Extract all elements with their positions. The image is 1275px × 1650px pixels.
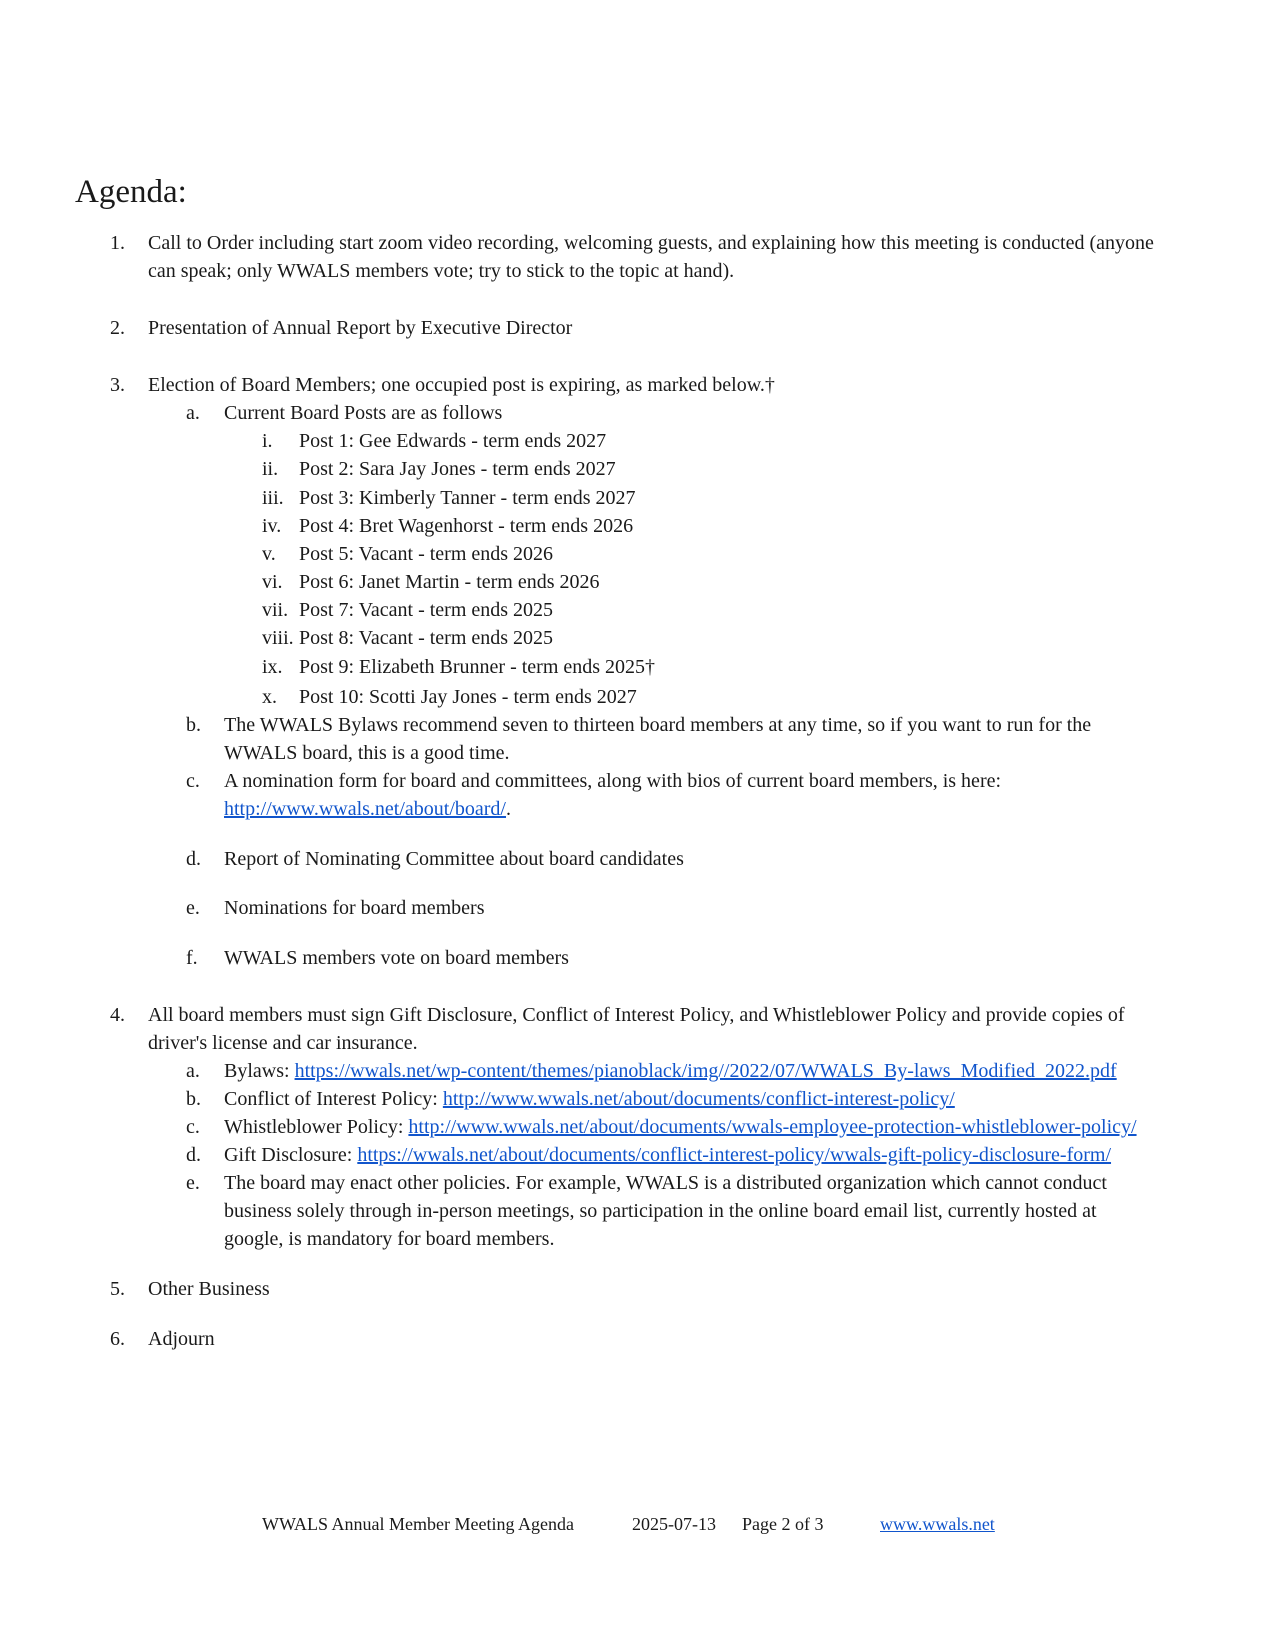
board-post-text: Post 8: Vacant - term ends 2025	[299, 627, 554, 649]
conflict-interest-link[interactable]: http://www.wwals.net/about/documents/conflict-interest-policy/	[442, 1088, 955, 1110]
bylaws-link[interactable]: https://wwals.net/wp-content/themes/pianoblack/img//2022/07/WWALS_By-laws_Modified_2022.pdf	[294, 1060, 1117, 1082]
list-marker: 5.	[110, 1278, 125, 1300]
list-marker: vii.	[262, 599, 289, 621]
list-marker: e.	[186, 1172, 200, 1194]
policy-label: Bylaws:	[224, 1060, 295, 1082]
whistleblower-link[interactable]: http://www.wwals.net/about/documents/wwals-employee-protection-whistleblower-policy/	[408, 1116, 1137, 1138]
policy-label: Whistleblower Policy:	[224, 1116, 409, 1138]
footer-page-number: Page 2 of 3	[742, 1514, 824, 1534]
board-post-text: Post 2: Sara Jay Jones - term ends 2027	[299, 458, 616, 480]
sub-item-text: WWALS members vote on board members	[224, 947, 569, 969]
list-marker: v.	[262, 543, 276, 565]
list-marker: c.	[186, 770, 200, 792]
board-post-text: Post 10: Scotti Jay Jones - term ends 2027	[299, 686, 637, 708]
policy-text-line: The board may enact other policies. For example, WWALS is a distributed organization which cannot conduct	[224, 1172, 1107, 1194]
board-post-text: Post 6: Janet Martin - term ends 2026	[299, 571, 600, 593]
list-marker: viii.	[262, 627, 294, 649]
agenda-text-line: Call to Order including start zoom video recording, welcoming guests, and explaining how this meeting is conducted (anyone	[148, 232, 1154, 254]
list-marker: d.	[186, 1144, 201, 1166]
sub-item-text-line: The WWALS Bylaws recommend seven to thirteen board members at any time, so if you want to run for the	[224, 714, 1092, 736]
list-marker: a.	[186, 402, 200, 424]
footer-website	[880, 1512, 995, 1536]
page-title: Agenda:	[75, 174, 187, 210]
footer-title: WWALS Annual Member Meeting Agenda	[262, 1514, 574, 1534]
agenda-text-line: Election of Board Members; one occupied post is expiring, as marked below.†	[148, 374, 775, 396]
board-post-text: Post 9: Elizabeth Brunner - term ends 2025†	[299, 656, 656, 678]
board-post-text: Post 1: Gee Edwards - term ends 2027	[299, 430, 607, 452]
agenda-text-line: Other Business	[148, 1278, 270, 1300]
list-marker: 4.	[110, 1004, 125, 1026]
list-marker: iv.	[262, 515, 282, 537]
agenda-text-line: driver's license and car insurance.	[148, 1032, 418, 1054]
sub-item-text: Current Board Posts are as follows	[224, 402, 503, 424]
policy-label: Gift Disclosure:	[224, 1144, 358, 1166]
policy-line	[224, 1141, 1111, 1169]
agenda-text-line: Adjourn	[148, 1328, 215, 1350]
list-marker: 6.	[110, 1328, 125, 1350]
footer-date: 2025-07-13	[632, 1514, 716, 1534]
footer-website-link[interactable]: www.wwals.net	[880, 1514, 995, 1534]
list-marker: b.	[186, 714, 201, 736]
sub-item-text: Report of Nominating Committee about board candidates	[224, 848, 684, 870]
list-marker: a.	[186, 1060, 200, 1082]
policy-text-line: business solely through in-person meetings, so participation in the online board email list, currently hosted at	[224, 1200, 1097, 1222]
list-marker: d.	[186, 848, 201, 870]
sub-item-text-line: A nomination form for board and committees, along with bios of current board members, is here:	[224, 770, 1002, 792]
agenda-text-line: can speak; only WWALS members vote; try to stick to the topic at hand).	[148, 260, 735, 282]
list-marker: 1.	[110, 232, 125, 254]
board-page-link[interactable]: http://www.wwals.net/about/board/	[224, 798, 506, 820]
board-post-text: Post 7: Vacant - term ends 2025	[299, 599, 554, 621]
list-marker: i.	[262, 430, 273, 452]
list-marker: 2.	[110, 317, 125, 339]
gift-disclosure-link[interactable]: https://wwals.net/about/documents/conflict-interest-policy/wwals-gift-policy-disclosure-form/	[357, 1144, 1112, 1166]
list-marker: iii.	[262, 487, 284, 509]
board-post-text: Post 5: Vacant - term ends 2026	[299, 543, 554, 565]
list-marker: e.	[186, 897, 200, 919]
board-post-text: Post 3: Kimberly Tanner - term ends 2027	[299, 487, 636, 509]
list-marker: x.	[262, 686, 277, 708]
sub-item-text-line: WWALS board, this is a good time.	[224, 742, 510, 764]
list-marker: b.	[186, 1088, 201, 1110]
board-post-text: Post 4: Bret Wagenhorst - term ends 2026	[299, 515, 634, 537]
agenda-text-line: All board members must sign Gift Disclosure, Conflict of Interest Policy, and Whistleblower Policy and provide copies of	[148, 1004, 1125, 1026]
policy-line	[224, 1113, 1137, 1141]
list-marker: ii.	[262, 458, 279, 480]
list-marker: 3.	[110, 374, 125, 396]
sub-item-link-line	[224, 795, 511, 823]
policy-label: Conflict of Interest Policy:	[224, 1088, 443, 1110]
trailing-period: .	[506, 798, 511, 820]
list-marker: f.	[186, 947, 198, 969]
list-marker: ix.	[262, 656, 283, 678]
list-marker: c.	[186, 1116, 200, 1138]
list-marker: vi.	[262, 571, 283, 593]
agenda-text-line: Presentation of Annual Report by Executive Director	[148, 317, 573, 339]
policy-line	[224, 1057, 1117, 1085]
policy-line	[224, 1085, 955, 1113]
policy-text-line: google, is mandatory for board members.	[224, 1228, 555, 1250]
sub-item-text: Nominations for board members	[224, 897, 485, 919]
